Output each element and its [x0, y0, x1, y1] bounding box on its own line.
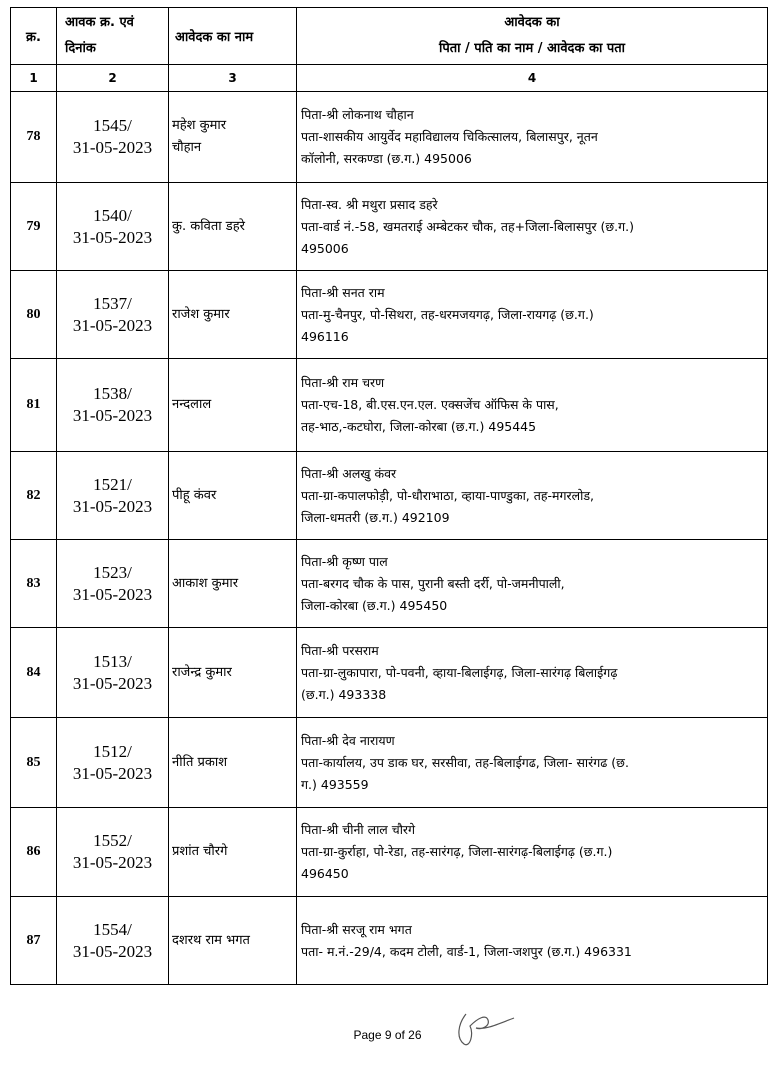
applicant-address [297, 628, 768, 718]
table-row [11, 452, 768, 540]
applicant-address [297, 540, 768, 628]
applicant-name-line: राजेन्द्र कुमार [172, 664, 232, 680]
inward-date: 31-05-2023 [72, 496, 153, 516]
table-row [11, 271, 768, 359]
table-header-row [11, 8, 768, 65]
father-husband-name: पिता-श्री सरजू राम भगत [301, 921, 412, 937]
applicant-name-line: नन्दलाल [172, 397, 212, 412]
inward-number: 1513/ [93, 651, 132, 671]
address-line: पता-कार्यालय, उप डाक घर, सरसीवा, तह-बिलाईगढ, जिला- सारंगढ (छ. [301, 754, 629, 770]
father-husband-name: पिता-श्री लोकनाथ चौहान [301, 107, 414, 122]
father-husband-name: पिता-स्व. श्री मथुरा प्रसाद डहरे [301, 196, 438, 212]
inward-number: 1538/ [93, 384, 132, 403]
inward-cell [57, 271, 169, 359]
applicant-name [169, 452, 297, 540]
applicant-name [169, 808, 297, 897]
applicant-name [169, 271, 297, 359]
applicant-name-line: राजेश कुमार [172, 306, 230, 322]
applicant-name-line: पीहू कंवर [172, 487, 217, 503]
address-line: पता-मु-चैनपुर, पो-सिथरा, तह-धरमजयगढ़, जिला-रायगढ़ (छ.ग.) [301, 306, 594, 322]
inward-cell [57, 359, 169, 452]
inward-date: 31-05-2023 [72, 227, 153, 247]
address-line: पता-बरगद चौक के पास, पुरानी बस्ती दर्री, पो-जमनीपाली, [301, 575, 565, 591]
inward-cell [57, 628, 169, 718]
table-row [11, 183, 768, 271]
table-row [11, 808, 768, 897]
serial-number: 87 [11, 897, 57, 985]
inward-number: 1545/ [93, 116, 132, 135]
father-husband-name: पिता-श्री कृष्ण पाल [301, 553, 388, 569]
serial-number: 85 [11, 718, 57, 808]
address-line: पता- म.नं.-29/4, कदम टोली, वार्ड-1, जिला-जशपुर (छ.ग.) 496331 [301, 943, 632, 959]
inward-cell [57, 92, 169, 183]
serial-number: 82 [11, 452, 57, 540]
column-number: 1 [11, 65, 57, 92]
serial-number: 79 [11, 183, 57, 271]
address-line: पता-ग्रा-कपालफोड़ी, पो-धौराभाठा, व्हाया-पाण्डुका, तह-मगरलोड, [301, 487, 595, 503]
applicant-address [297, 808, 768, 897]
table-row [11, 359, 768, 452]
applicant-name-line: कु. कविता डहरे [172, 218, 245, 234]
applicant-address [297, 92, 768, 183]
applicant-address [297, 271, 768, 359]
column-number: 4 [297, 65, 768, 92]
inward-cell [57, 718, 169, 808]
header-serial: क्र. [11, 8, 57, 65]
address-line: 496450 [301, 866, 349, 881]
column-number: 2 [57, 65, 169, 92]
table-row [11, 92, 768, 183]
applicant-name-line: महेश कुमार [172, 118, 227, 133]
father-husband-name: पिता-श्री परसराम [301, 642, 379, 658]
father-husband-name: पिता-श्री राम चरण [301, 375, 385, 390]
applicant-name [169, 897, 297, 985]
column-number-row [11, 65, 768, 92]
applicant-name-line: चौहान [172, 140, 202, 155]
address-line: 496116 [301, 328, 349, 344]
applicant-name [169, 359, 297, 452]
inward-date: 31-05-2023 [72, 138, 153, 157]
address-line: पता-एच-18, बी.एस.एन.एल. एक्सजेंच ऑफिस के पास, [301, 397, 559, 412]
inward-date: 31-05-2023 [72, 673, 153, 693]
address-line: (छ.ग.) 493338 [301, 686, 387, 702]
inward-cell [57, 452, 169, 540]
table-row [11, 540, 768, 628]
inward-number: 1552/ [93, 831, 132, 850]
header-inward-line2: दिनांक [65, 41, 96, 56]
father-husband-name: पिता-श्री अलखु कंवर [301, 465, 397, 481]
inward-date: 31-05-2023 [72, 406, 153, 425]
address-line: पता-वार्ड नं.-58, खमतराई अम्बेटकर चौक, तह+जिला-बिलासपुर (छ.ग.) [301, 218, 635, 234]
applicant-address [297, 359, 768, 452]
column-number: 3 [169, 65, 297, 92]
header-address-line1: आवेदक का [504, 15, 560, 30]
address-line: 495006 [301, 240, 349, 256]
inward-number: 1537/ [93, 293, 132, 313]
father-husband-name: पिता-श्री देव नारायण [301, 732, 395, 748]
applicant-name [169, 628, 297, 718]
applicant-name [169, 92, 297, 183]
inward-cell [57, 808, 169, 897]
inward-cell [57, 897, 169, 985]
inward-cell [57, 183, 169, 271]
serial-number: 84 [11, 628, 57, 718]
serial-number: 83 [11, 540, 57, 628]
inward-number: 1521/ [93, 474, 132, 494]
applicant-address [297, 452, 768, 540]
applicant-name [169, 183, 297, 271]
address-line: जिला-धमतरी (छ.ग.) 492109 [301, 509, 450, 525]
header-inward [57, 8, 169, 65]
inward-number: 1523/ [93, 562, 132, 582]
inward-number: 1554/ [93, 919, 132, 939]
applicant-name [169, 540, 297, 628]
father-husband-name: पिता-श्री सनत राम [301, 284, 385, 300]
applicant-address [297, 718, 768, 808]
page-number: Page 9 of 26 [353, 1028, 422, 1042]
address-line: पता-शासकीय आयुर्वेद महाविद्यालय चिकित्सालय, बिलासपुर, नूतन [301, 129, 598, 144]
inward-date: 31-05-2023 [72, 315, 153, 335]
inward-date: 31-05-2023 [72, 941, 153, 961]
inward-date: 31-05-2023 [72, 584, 153, 604]
applicant-name [169, 718, 297, 808]
applicant-name-line: नीति प्रकाश [172, 754, 228, 770]
table-row [11, 628, 768, 718]
header-address [297, 8, 768, 65]
serial-number: 80 [11, 271, 57, 359]
inward-number: 1540/ [93, 205, 132, 225]
table-row [11, 897, 768, 985]
inward-number: 1512/ [93, 741, 132, 761]
applicant-name-line: प्रशांत चौरगे [172, 844, 228, 859]
serial-number: 86 [11, 808, 57, 897]
address-line: पता-ग्रा-कुर्राहा, पो-रेडा, तह-सारंगढ़, जिला-सारंगढ़-बिलाईगढ़ (छ.ग.) [301, 844, 613, 859]
father-husband-name: पिता-श्री चीनी लाल चौरगे [301, 822, 416, 837]
table-row [11, 718, 768, 808]
header-inward-line1: आवक क्र. एवं [65, 15, 134, 30]
applicant-register-table [10, 7, 768, 985]
address-line: ग.) 493559 [301, 776, 369, 792]
applicant-address [297, 897, 768, 985]
address-line: पता-ग्रा-लुकापारा, पो-पवनी, व्हाया-बिलाईगढ़, जिला-सारंगढ़ बिलाईगढ़ [301, 664, 618, 680]
applicant-name-line: दशरथ राम भगत [172, 932, 250, 948]
address-line: जिला-कोरबा (छ.ग.) 495450 [301, 597, 448, 613]
applicant-address [297, 183, 768, 271]
inward-date: 31-05-2023 [72, 763, 153, 783]
applicant-name-line: आकाश कुमार [172, 575, 239, 591]
header-address-line2: पिता / पति का नाम / आवेदक का पता [438, 41, 625, 56]
serial-number: 81 [11, 359, 57, 452]
address-line: तह-भाठ,-कटघोरा, जिला-कोरबा (छ.ग.) 495445 [301, 419, 537, 434]
serial-number: 78 [11, 92, 57, 183]
inward-date: 31-05-2023 [72, 853, 153, 872]
header-applicant-name: आवेदक का नाम [169, 8, 297, 65]
address-line: कॉलोनी, सरकण्डा (छ.ग.) 495006 [301, 151, 472, 166]
inward-cell [57, 540, 169, 628]
